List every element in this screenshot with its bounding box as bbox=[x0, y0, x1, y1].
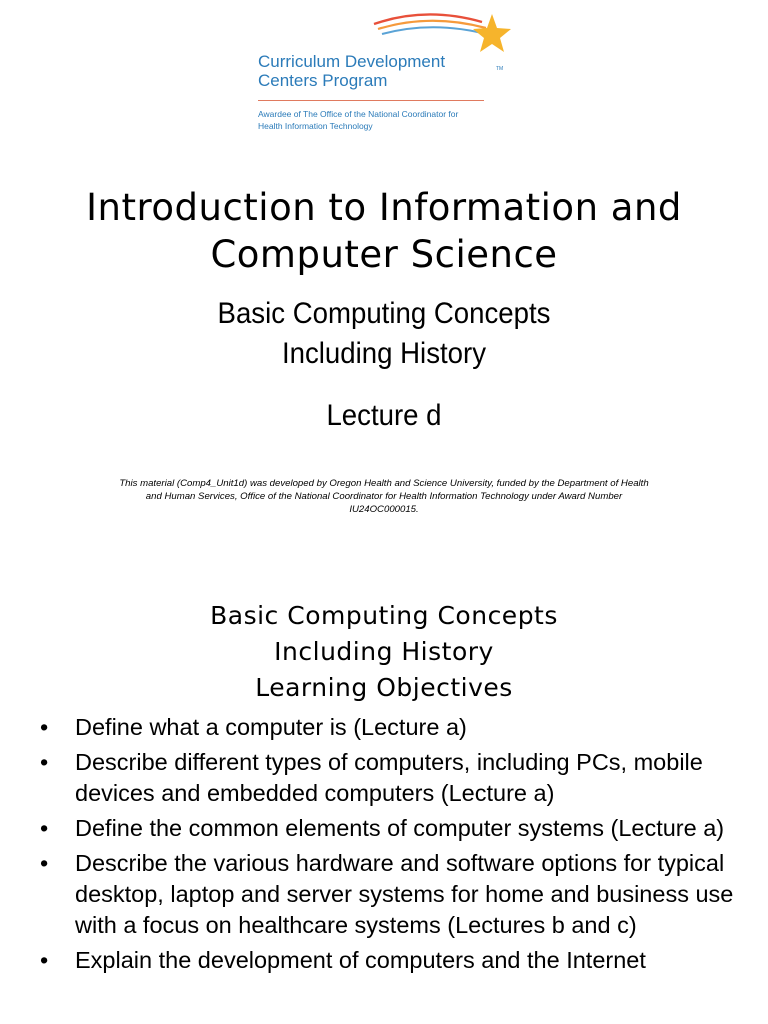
slide-title bbox=[0, 184, 768, 278]
bullet-icon: • bbox=[40, 947, 49, 973]
slide-title-line2: Computer Science bbox=[210, 233, 558, 276]
objective-text: Describe the various hardware and software options for typical desktop, laptop and server systems for home and business use with a focus on healthcare systems (Lectures b and c) bbox=[75, 850, 734, 938]
bullet-icon: • bbox=[40, 815, 49, 841]
disclaimer-line3: IU24OC000015. bbox=[349, 504, 419, 515]
slide-subtitle-line1: Basic Computing Concepts bbox=[217, 297, 551, 330]
objectives-heading-line2: Including History bbox=[274, 637, 494, 666]
slide-subtitle bbox=[31, 294, 738, 374]
objective-text: Explain the development of computers and the Internet bbox=[75, 947, 646, 973]
objective-text: Describe different types of computers, including PCs, mobile devices and embedded computers (Lecture a) bbox=[75, 749, 703, 806]
objective-item bbox=[40, 813, 740, 844]
objective-text: Define what a computer is (Lecture a) bbox=[75, 714, 467, 740]
funding-disclaimer bbox=[84, 477, 684, 516]
star-icon bbox=[473, 14, 511, 52]
logo-title-line1: Curriculum Development bbox=[258, 52, 446, 71]
objective-item bbox=[40, 848, 740, 941]
logo-title-line2: Centers Program bbox=[258, 71, 388, 90]
logo-trademark: TM bbox=[496, 66, 504, 72]
lecture-label: Lecture d bbox=[326, 399, 442, 432]
logo-subtitle-line1: Awardee of The Office of the National Coordinator for bbox=[258, 109, 459, 119]
objectives-list bbox=[40, 712, 740, 980]
disclaimer-line2: and Human Services, Office of the National Coordinator for Health Information Technology under Award Number bbox=[145, 491, 623, 502]
logo-subtitle bbox=[258, 108, 458, 132]
cdcp-logo bbox=[246, 8, 522, 148]
logo-title bbox=[258, 52, 445, 90]
logo-divider bbox=[258, 100, 484, 101]
bullet-icon: • bbox=[40, 714, 49, 740]
slide-subtitle-line2: Including History bbox=[281, 337, 487, 370]
objectives-heading-line1: Basic Computing Concepts bbox=[210, 601, 558, 630]
objectives-heading bbox=[0, 598, 768, 706]
objectives-heading-line3: Learning Objectives bbox=[255, 673, 513, 702]
bullet-icon: • bbox=[40, 749, 49, 775]
swoosh-blue-arc bbox=[382, 27, 490, 35]
disclaimer-line1: This material (Comp4_Unit1d) was developed by Oregon Health and Science University, funded by the Department of Health bbox=[119, 478, 649, 489]
logo-subtitle-line2: Health Information Technology bbox=[258, 121, 373, 131]
bullet-icon: • bbox=[40, 850, 49, 876]
objective-item bbox=[40, 712, 740, 743]
objective-item bbox=[40, 945, 740, 976]
objective-text: Define the common elements of computer systems (Lecture a) bbox=[75, 815, 725, 841]
slide-title-line1: Introduction to Information and bbox=[86, 186, 682, 229]
objective-item bbox=[40, 747, 740, 809]
